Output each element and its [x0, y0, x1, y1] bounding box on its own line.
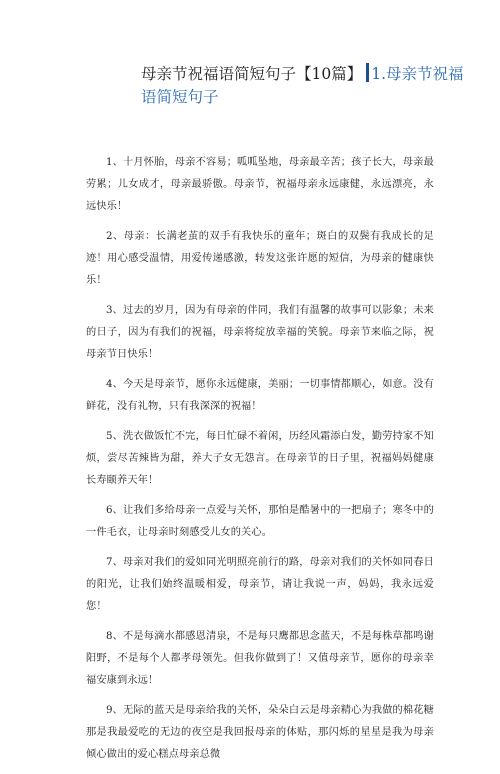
title-line-2: 语简短句子 [141, 88, 219, 106]
paragraph-1: 1、十月怀胎，母亲不容易；呱呱坠地，母亲最辛苦；孩子长大，母亲最劳累；儿女成才，母亲最骄傲。母亲节，祝福母亲永远康健，永远漂亮，永远快乐！ [86, 157, 434, 212]
paragraph-9: 9、无际的蓝天是母亲给我的关怀，朵朵白云是母亲精心为我做的棉花糖那是我最爱吃的无边的夜空是我回报母亲的体贴，那闪烁的星星是我为母亲倾心做出的爱心糕点母亲总微 [86, 705, 434, 760]
paragraph-4: 4、今天是母亲节，愿你永远健康，美丽；一切事情都顺心，如意。没有鲜花，没有礼物，只有我深深的祝福！ [86, 379, 434, 412]
title-main: 母亲节祝福语简短句子【10篇】 [141, 65, 363, 83]
document-title [141, 62, 464, 108]
title-accent: 1.母亲节祝福 [371, 65, 464, 83]
paragraph-7: 7、母亲对我们的爱如同光明照亮前行的路，母亲对我们的关怀如同春日的阳光，让我们始终温暖相爱，母亲节，请让我说一声，妈妈，我永远爱您！ [86, 557, 434, 612]
paragraph-5: 5、洗衣做饭忙不完，每日忙碌不着闲，历经风霜添白发，勤劳持家不知烦，尝尽苦辣皆为甜，养大子女无怨言。在母亲节的日子里，祝福妈妈健康长寿颐养天年！ [86, 431, 434, 486]
paragraph-3: 3、过去的岁月，因为有母亲的伴同，我们有温馨的故事可以影象；未来的日子，因为有我们的祝福，母亲将绽放幸福的笑貌。母亲节来临之际，祝母亲节日快乐！ [86, 305, 434, 360]
paragraph-8: 8、不是每滴水都感恩清泉，不是每只鹰都思念蓝天，不是每株草都鸣谢阳野，不是每个人都孝母领先。但我你做到了！又值母亲节，愿你的母亲幸福安康到永远！ [86, 631, 434, 686]
title-bar-marker [366, 63, 369, 82]
paragraph-2: 2、母亲：长满老茧的双手有我快乐的童年；斑白的双鬓有我成长的足迹！用心感受温情，用爱传递感激，转发这张许愿的短信，为母亲的健康快乐！ [86, 231, 434, 286]
title-line-1 [141, 62, 464, 86]
paragraph-6: 6、让我们多给母亲一点爱与关怀，那怕是酷暑中的一把扇子；寒冬中的一件毛衣，让母亲时刻感受儿女的关心。 [86, 505, 434, 538]
article-body [86, 152, 434, 774]
